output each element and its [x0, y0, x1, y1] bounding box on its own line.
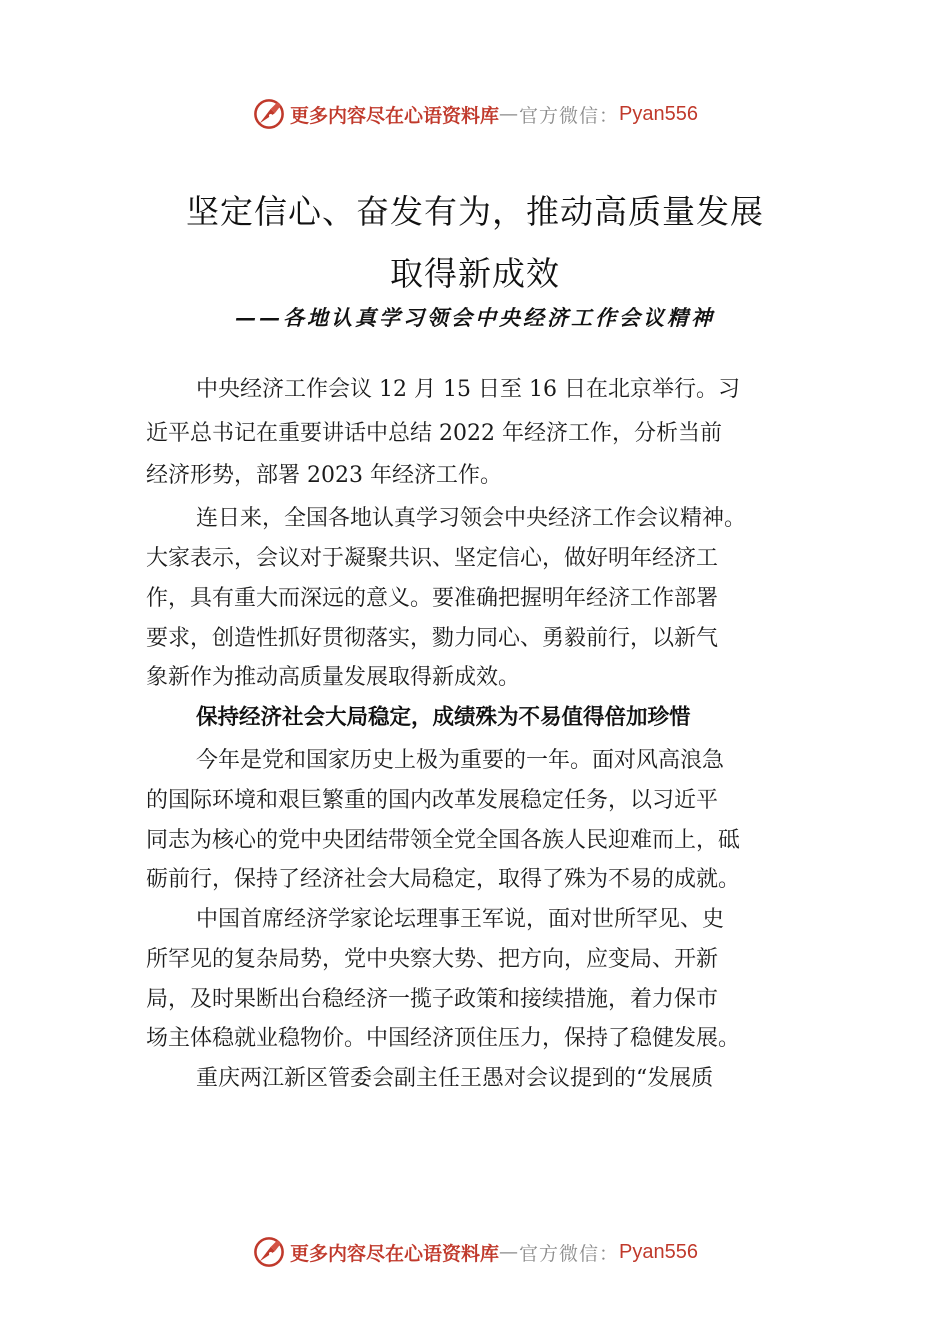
article-title-line2: 取得新成效 — [390, 254, 560, 293]
pen-nib-circle-icon — [252, 97, 286, 131]
watermark-brand: 更多内容尽在心语资料库 — [290, 1242, 500, 1265]
watermark-banner-top — [0, 94, 950, 134]
body-line: 的国际环境和艰巨繁重的国内改革发展稳定任务，以习近平 — [146, 788, 719, 813]
pen-nib-circle-icon — [252, 1235, 286, 1269]
watermark-label: 官方微信： — [519, 1242, 620, 1265]
watermark-label: 官方微信： — [519, 104, 620, 127]
body-line: 经济形势，部署 2023 年经济工作。 — [146, 463, 502, 488]
body-line: 要求，创造性抓好贯彻落实，勠力同心、勇毅前行，以新气 — [146, 626, 719, 651]
watermark-separator: — — [499, 103, 520, 125]
body-line: 连日来，全国各地认真学习领会中央经济工作会议精神。 — [196, 506, 747, 531]
body-line: 场主体稳就业稳物价。中国经济顶住压力，保持了稳健发展。 — [146, 1026, 741, 1051]
body-line: 中央经济工作会议 12 月 15 日至 16 日在北京举行。习 — [196, 377, 740, 402]
section-heading: 保持经济社会大局稳定，成绩殊为不易值得倍加珍惜 — [196, 705, 691, 730]
watermark-brand: 更多内容尽在心语资料库 — [290, 104, 500, 127]
body-line: 同志为核心的党中央团结带领全党全国各族人民迎难而上，砥 — [146, 828, 741, 853]
body-line: 今年是党和国家历史上极为重要的一年。面对风高浪急 — [196, 748, 725, 773]
body-line: 中国首席经济学家论坛理事王军说，面对世所罕见、史 — [196, 907, 725, 932]
body-line: 局，及时果断出台稳经济一揽子政策和接续措施，着力保市 — [146, 987, 719, 1012]
watermark-banner-bottom — [0, 1232, 950, 1272]
body-line: 砺前行，保持了经济社会大局稳定，取得了殊为不易的成就。 — [146, 867, 741, 892]
watermark-wechat-id: Pyan556 — [619, 1240, 698, 1263]
body-line: 象新作为推动高质量发展取得新成效。 — [146, 665, 521, 690]
body-line: 重庆两江新区管委会副主任王愚对会议提到的“发展质 — [196, 1066, 714, 1091]
body-line: 作，具有重大而深远的意义。要准确把握明年经济工作部署 — [146, 586, 719, 611]
watermark-separator: — — [499, 1241, 520, 1263]
watermark-wechat-id: Pyan556 — [619, 102, 698, 125]
article-title-line1: 坚定信心、奋发有为，推动高质量发展 — [186, 192, 764, 231]
article-subtitle: ——各地认真学习领会中央经济工作会议精神 — [235, 305, 715, 330]
body-line: 近平总书记在重要讲话中总结 2022 年经济工作，分析当前 — [146, 421, 722, 446]
body-line: 大家表示，会议对于凝聚共识、坚定信心，做好明年经济工 — [146, 546, 719, 571]
body-line: 所罕见的复杂局势，党中央察大势、把方向，应变局、开新 — [146, 947, 719, 972]
